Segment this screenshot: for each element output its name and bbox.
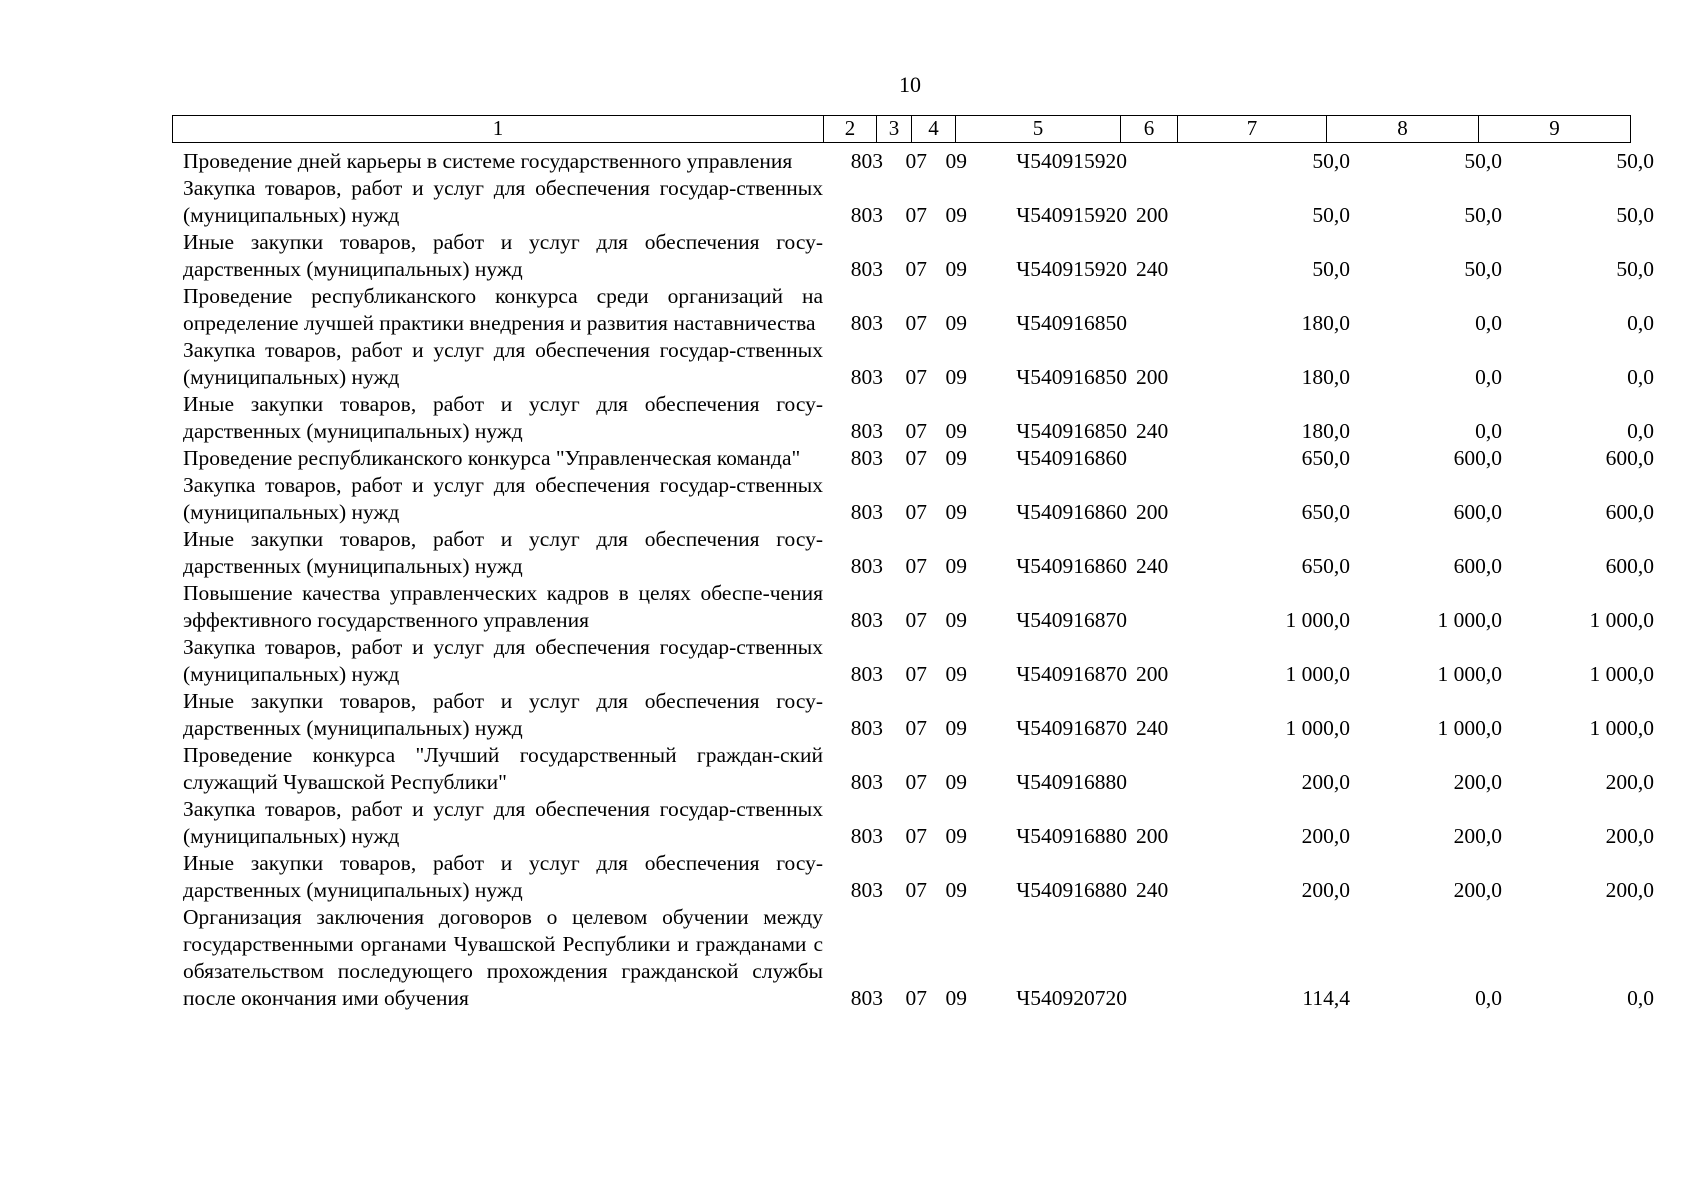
cell-c8: 600,0 <box>1453 554 1502 578</box>
cell-c8: 600,0 <box>1453 446 1502 470</box>
cell-c3: 07 <box>905 662 927 686</box>
table-row <box>183 148 1654 175</box>
cell-c2: 803 <box>850 554 883 578</box>
header-col-8: 8 <box>1326 116 1478 142</box>
row-name: Закупка товаров, работ и услуг для обеспечения государ-ственных (муниципальных) нужд <box>183 176 823 227</box>
cell-c8: 0,0 <box>1475 365 1502 389</box>
cell-c5: Ч540915920 <box>1016 149 1127 173</box>
cell-c9: 50,0 <box>1616 203 1654 227</box>
header-col-4: 4 <box>911 116 955 142</box>
cell-c2: 803 <box>850 419 883 443</box>
row-name: Проведение дней карьеры в системе государственного управления <box>183 149 793 173</box>
cell-c8: 0,0 <box>1475 311 1502 335</box>
cell-c7: 1 000,0 <box>1285 608 1350 632</box>
cell-c9: 50,0 <box>1616 149 1654 173</box>
cell-c3: 07 <box>905 257 927 281</box>
cell-c9: 600,0 <box>1605 554 1654 578</box>
cell-c8: 200,0 <box>1453 770 1502 794</box>
row-name: Повышение качества управленческих кадров в целях обеспе-чения эффективного государственного управления <box>183 581 823 632</box>
cell-c8: 200,0 <box>1453 878 1502 902</box>
cell-c5: Ч540916880 <box>1016 824 1127 848</box>
cell-c9: 0,0 <box>1627 311 1654 335</box>
cell-c8: 50,0 <box>1464 203 1502 227</box>
cell-c5: Ч540916880 <box>1016 878 1127 902</box>
cell-c4: 09 <box>945 203 967 227</box>
row-name: Закупка товаров, работ и услуг для обеспечения государ-ственных (муниципальных) нужд <box>183 635 823 686</box>
cell-c5: Ч540916850 <box>1016 365 1127 389</box>
cell-c5: Ч540916850 <box>1016 311 1127 335</box>
cell-c4: 09 <box>945 149 967 173</box>
table-row <box>183 904 1654 1012</box>
cell-c6: 240 <box>1136 554 1169 578</box>
cell-c4: 09 <box>945 419 967 443</box>
cell-c9: 0,0 <box>1627 365 1654 389</box>
table-row <box>183 445 1654 472</box>
cell-c6: 200 <box>1136 662 1169 686</box>
cell-c7: 650,0 <box>1301 554 1350 578</box>
cell-c2: 803 <box>850 257 883 281</box>
cell-c4: 09 <box>945 311 967 335</box>
cell-c3: 07 <box>905 608 927 632</box>
cell-c7: 50,0 <box>1312 203 1350 227</box>
cell-c9: 600,0 <box>1605 446 1654 470</box>
table-row <box>183 391 1654 445</box>
cell-c2: 803 <box>850 608 883 632</box>
cell-c2: 803 <box>850 770 883 794</box>
cell-c2: 803 <box>850 716 883 740</box>
cell-c6: 200 <box>1136 500 1169 524</box>
cell-c9: 200,0 <box>1605 770 1654 794</box>
cell-c2: 803 <box>850 824 883 848</box>
cell-c3: 07 <box>905 419 927 443</box>
cell-c8: 200,0 <box>1453 824 1502 848</box>
cell-c9: 1 000,0 <box>1589 662 1654 686</box>
cell-c8: 1 000,0 <box>1437 716 1502 740</box>
table-row <box>183 175 1654 229</box>
table-row <box>183 580 1654 634</box>
cell-c4: 09 <box>945 986 967 1010</box>
header-col-1: 1 <box>492 116 504 140</box>
table-row <box>183 526 1654 580</box>
cell-c3: 07 <box>905 770 927 794</box>
header-col-9: 9 <box>1478 116 1630 142</box>
cell-c3: 07 <box>905 554 927 578</box>
cell-c7: 200,0 <box>1301 770 1350 794</box>
table-row <box>183 850 1654 904</box>
cell-c7: 650,0 <box>1301 500 1350 524</box>
cell-c8: 0,0 <box>1475 419 1502 443</box>
cell-c2: 803 <box>850 149 883 173</box>
cell-c5: Ч540915920 <box>1016 257 1127 281</box>
table-row <box>183 796 1654 850</box>
cell-c3: 07 <box>905 365 927 389</box>
cell-c9: 600,0 <box>1605 500 1654 524</box>
cell-c2: 803 <box>850 203 883 227</box>
cell-c3: 07 <box>905 986 927 1010</box>
table-row <box>183 283 1654 337</box>
page-number: 10 <box>899 72 921 97</box>
cell-c4: 09 <box>945 554 967 578</box>
table-row <box>183 472 1654 526</box>
row-name: Проведение конкурса "Лучший государственный граждан-ский служащий Чувашской Республики" <box>183 743 823 794</box>
cell-c5: Ч540916870 <box>1016 608 1127 632</box>
row-name: Закупка товаров, работ и услуг для обеспечения государ-ственных (муниципальных) нужд <box>183 797 823 848</box>
cell-c3: 07 <box>905 878 927 902</box>
cell-c4: 09 <box>945 824 967 848</box>
cell-c4: 09 <box>945 500 967 524</box>
cell-c7: 200,0 <box>1301 824 1350 848</box>
cell-c5: Ч540916870 <box>1016 716 1127 740</box>
row-name: Иные закупки товаров, работ и услуг для обеспечения госу-дарственных (муниципальных) нужд <box>183 851 823 902</box>
cell-c7: 1 000,0 <box>1285 716 1350 740</box>
cell-c5: Ч540915920 <box>1016 203 1127 227</box>
row-name: Иные закупки товаров, работ и услуг для обеспечения госу-дарственных (муниципальных) нужд <box>183 527 823 578</box>
cell-c6: 200 <box>1136 365 1169 389</box>
cell-c4: 09 <box>945 608 967 632</box>
cell-c4: 09 <box>945 716 967 740</box>
cell-c5: Ч540916850 <box>1016 419 1127 443</box>
cell-c7: 200,0 <box>1301 878 1350 902</box>
cell-c9: 200,0 <box>1605 878 1654 902</box>
cell-c2: 803 <box>850 311 883 335</box>
cell-c7: 650,0 <box>1301 446 1350 470</box>
cell-c4: 09 <box>945 878 967 902</box>
cell-c8: 1 000,0 <box>1437 608 1502 632</box>
table-row <box>183 634 1654 688</box>
cell-c6: 240 <box>1136 419 1169 443</box>
row-name: Иные закупки товаров, работ и услуг для обеспечения госу-дарственных (муниципальных) нужд <box>183 230 823 281</box>
cell-c3: 07 <box>905 446 927 470</box>
cell-c9: 0,0 <box>1627 419 1654 443</box>
cell-c6: 200 <box>1136 824 1169 848</box>
cell-c5: Ч540916870 <box>1016 662 1127 686</box>
cell-c6: 200 <box>1136 203 1169 227</box>
cell-c2: 803 <box>850 986 883 1010</box>
header-col-7: 7 <box>1177 116 1326 142</box>
cell-c6: 240 <box>1136 716 1169 740</box>
cell-c8: 50,0 <box>1464 257 1502 281</box>
cell-c4: 09 <box>945 446 967 470</box>
cell-c6: 240 <box>1136 257 1169 281</box>
cell-c4: 09 <box>945 770 967 794</box>
cell-c5: Ч540916860 <box>1016 446 1127 470</box>
cell-c5: Ч540916880 <box>1016 770 1127 794</box>
cell-c9: 1 000,0 <box>1589 608 1654 632</box>
cell-c3: 07 <box>905 716 927 740</box>
cell-c3: 07 <box>905 203 927 227</box>
table-row <box>183 337 1654 391</box>
cell-c7: 1 000,0 <box>1285 662 1350 686</box>
cell-c7: 114,4 <box>1302 986 1350 1010</box>
row-name: Закупка товаров, работ и услуг для обеспечения государ-ственных (муниципальных) нужд <box>183 338 823 389</box>
row-name: Проведение республиканского конкурса среди организаций на определение лучшей практики внедрения и развития наставничества <box>183 284 823 335</box>
cell-c3: 07 <box>905 149 927 173</box>
row-name: Иные закупки товаров, работ и услуг для обеспечения госу-дарственных (муниципальных) нужд <box>183 689 823 740</box>
table-header <box>172 115 1631 143</box>
table-body <box>183 148 1654 1012</box>
cell-c6: 240 <box>1136 878 1169 902</box>
row-name: Проведение республиканского конкурса "Управленческая команда" <box>183 446 801 470</box>
cell-c2: 803 <box>850 500 883 524</box>
row-name: Закупка товаров, работ и услуг для обеспечения государ-ственных (муниципальных) нужд <box>183 473 823 524</box>
cell-c9: 0,0 <box>1627 986 1654 1010</box>
table-row <box>183 742 1654 796</box>
header-col-3: 3 <box>876 116 911 142</box>
cell-c2: 803 <box>850 662 883 686</box>
cell-c3: 07 <box>905 824 927 848</box>
table-row <box>183 688 1654 742</box>
row-name: Иные закупки товаров, работ и услуг для обеспечения госу-дарственных (муниципальных) нужд <box>183 392 823 443</box>
cell-c7: 50,0 <box>1312 257 1350 281</box>
table-row <box>183 229 1654 283</box>
cell-c8: 600,0 <box>1453 500 1502 524</box>
row-name: Организация заключения договоров о целевом обучении между государственными органами Чувашской Республики и гражданами с обязательством последующего прохождения гражданской службы после окончания ими обучения <box>183 905 823 1010</box>
cell-c5: Ч540916860 <box>1016 554 1127 578</box>
cell-c7: 180,0 <box>1301 419 1350 443</box>
cell-c9: 200,0 <box>1605 824 1654 848</box>
cell-c5: Ч540920720 <box>1016 986 1127 1010</box>
cell-c8: 1 000,0 <box>1437 662 1502 686</box>
cell-c8: 0,0 <box>1475 986 1502 1010</box>
cell-c3: 07 <box>905 311 927 335</box>
cell-c7: 180,0 <box>1301 311 1350 335</box>
cell-c7: 180,0 <box>1301 365 1350 389</box>
header-col-2: 2 <box>823 116 876 142</box>
header-col-5: 5 <box>955 116 1120 142</box>
cell-c4: 09 <box>945 365 967 389</box>
cell-c2: 803 <box>850 446 883 470</box>
cell-c4: 09 <box>945 257 967 281</box>
cell-c2: 803 <box>850 365 883 389</box>
cell-c3: 07 <box>905 500 927 524</box>
header-col-6: 6 <box>1120 116 1177 142</box>
cell-c7: 50,0 <box>1312 149 1350 173</box>
cell-c9: 1 000,0 <box>1589 716 1654 740</box>
cell-c8: 50,0 <box>1464 149 1502 173</box>
cell-c4: 09 <box>945 662 967 686</box>
cell-c5: Ч540916860 <box>1016 500 1127 524</box>
cell-c2: 803 <box>850 878 883 902</box>
cell-c9: 50,0 <box>1616 257 1654 281</box>
